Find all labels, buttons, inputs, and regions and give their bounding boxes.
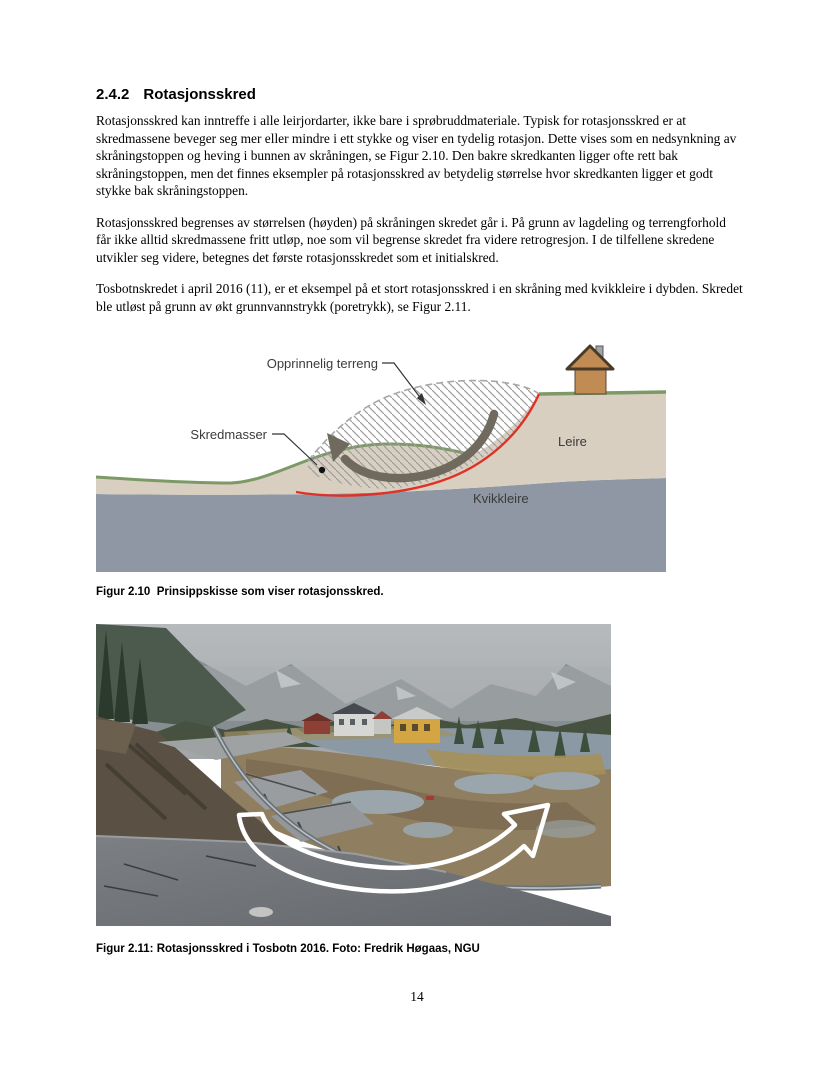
red-barn [304, 721, 330, 734]
label-kvikkleire: Kvikkleire [473, 491, 529, 506]
rotational-slide-diagram [96, 342, 666, 572]
section-title: Rotasjonsskred [143, 86, 256, 103]
paragraph-3: Tosbotnskredet i april 2016 (11), er et eksempel på et stort rotasjonsskred i en skråning med kvikkleire i dybden. Skredet ble utløst på grunn av økt grunnvannstrykk (poretrykk), se Figur 2.11. [96, 281, 743, 314]
section-heading [96, 86, 741, 103]
house [567, 346, 613, 394]
figure-2-11-caption: Figur 2.11: Rotasjonsskred i Tosbotn 2016. Foto: Fredrik Høgaas, NGU [96, 943, 480, 955]
label-skredmasser: Skredmasser [190, 427, 267, 442]
leader-dot [319, 467, 325, 473]
house-wall [575, 367, 606, 394]
annex-house [374, 719, 391, 734]
figure-2-11 [96, 624, 741, 955]
section-number: 2.4.2 [96, 86, 130, 103]
paragraph-2: Rotasjonsskred begrenses av størrelsen (høyden) på skråningen skredet går i. På grunn av lagdeling og terrengforhold får ikke alltid skredmassene fritt utløp, noe som vil begrense skredet fra videre retrogresjon. I de tilfellene skredene utvikler seg videre, betegnes det første rotasjonsskredet som et initialskred. [96, 214, 726, 265]
house-roof [567, 346, 613, 369]
label-opprinnelig-terreng: Opprinnelig terreng [266, 356, 378, 371]
paragraph-1: Rotasjonsskred kan inntreffe i alle leirjordarter, ikke bare i sprøbruddmateriale. Typisk for rotasjonsskred er at skredmassene beveger seg mer eller mindre i ett stykke og viser en tydelig rotasjon. Dette vises som en nedsynkning av skråningstoppen og heving i bunnen av skråningen, se Figur 2.10. Den bakre skredkanten ligger ofte rett bak skråningstoppen, men det finnes eksempler på rotasjonsskred av betydelig størrelse hvor skredkanten ligger et godt stykke bak skråningstoppen. [96, 113, 737, 198]
label-leire: Leire [558, 434, 587, 449]
figure-2-10-caption: Figur 2.10 Prinsippskisse som viser rotasjonsskred. [96, 586, 384, 598]
figure-2-10 [96, 342, 741, 598]
landslide-photo [96, 624, 611, 926]
page-number: 14 [410, 989, 424, 1004]
